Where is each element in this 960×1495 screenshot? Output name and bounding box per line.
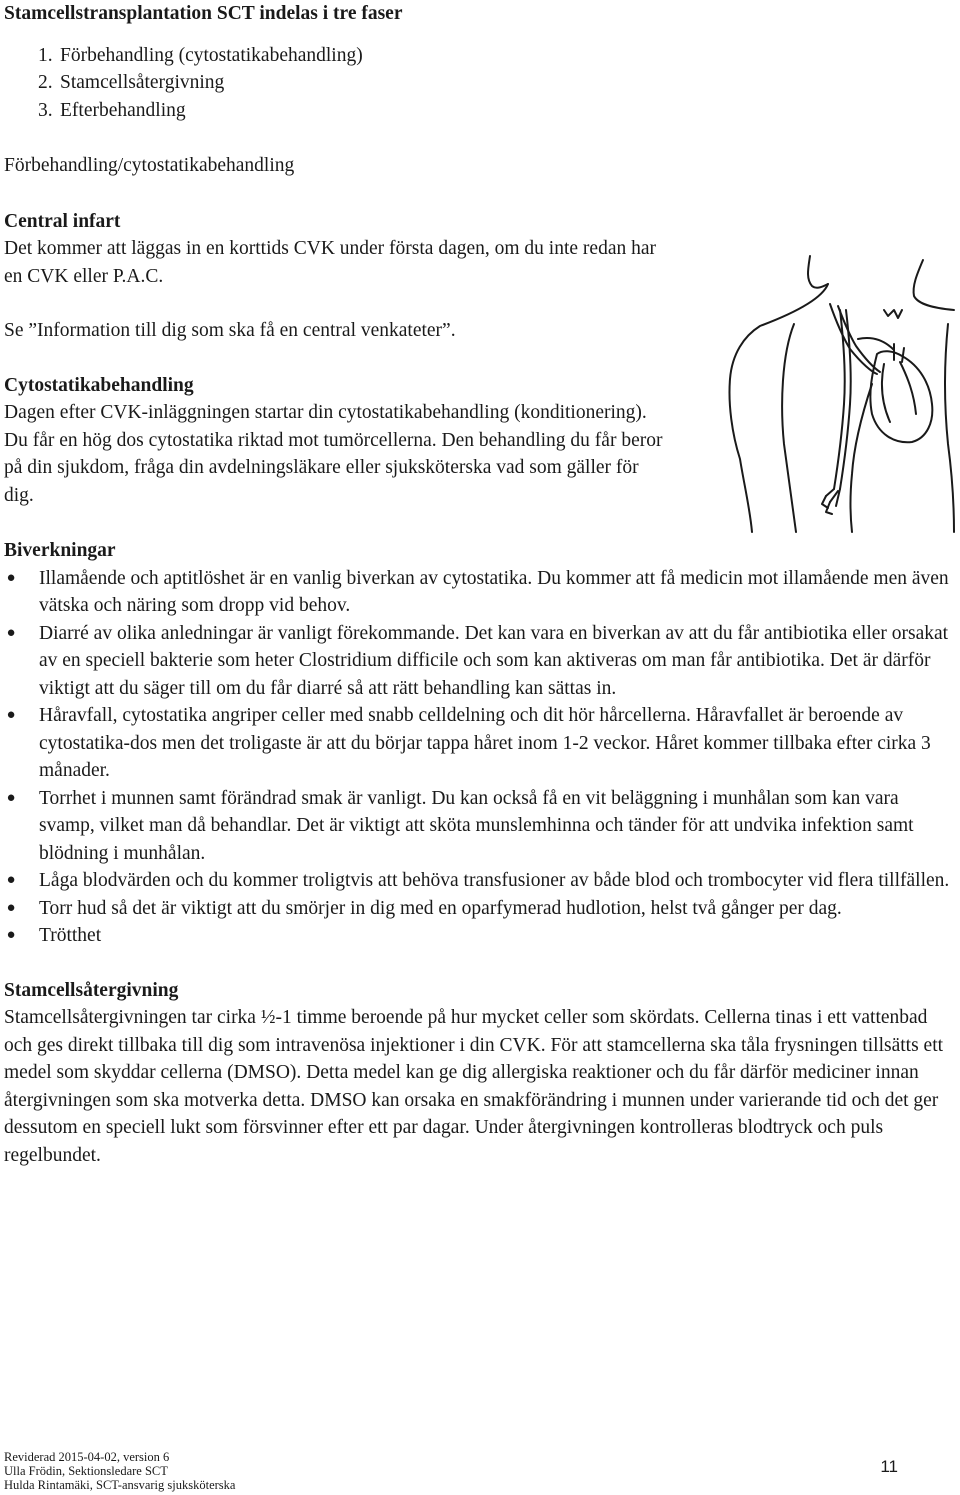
bullet-icon: ● bbox=[6, 569, 16, 586]
side-effect-text: Diarré av olika anledningar är vanligt förekommande. Det kan vara en biverkan av att du får antibiotika eller orsakat av en speciell bakterie som heter Clostridium difficile och som kan aktiveras om man får antibiotika. Det är därför viktigt att du säger till om du får diarré så att rätt behandling kan sättas in. bbox=[39, 622, 949, 699]
side-effect-text: Trötthet bbox=[39, 925, 102, 946]
side-effect-text: Håravfall, cytostatika angriper celler med snabb celldelning och dit hör hårcellerna. Håravfallet är beroende av cytostatika-dos men det troligaste är att du börjar tappa håret inom 1-2 veckor. Håret kommer tillbaka efter cirka 3 månader. bbox=[39, 705, 931, 781]
list-item bbox=[4, 867, 954, 895]
side-effect-text: Torrhet i munnen samt förändrad smak är vanligt. Du kan också få en vit beläggning i munhålan som kan vara svamp, vilket man då behandlar. Det är viktigt att sköta munslemhinna och tänder för att undvika infektion samt blödning i munhålan. bbox=[39, 787, 914, 864]
cytostatic-text: Dagen efter CVK-inläggningen startar din cytostatikabehandling (konditionering). Du får en hög dos cytostatika riktad mot tumörcellerna. Den behandling du får beror på din sjukdom, fråga din avdelningsläkare eller sjuksköterska vad som gäller för dig. bbox=[4, 402, 663, 506]
cytostatic-heading: Cytostatikabehandling bbox=[4, 374, 194, 396]
footer bbox=[4, 1450, 235, 1492]
phase-list bbox=[4, 42, 954, 125]
cvk-catheter-illustration bbox=[722, 244, 956, 534]
pretreatment-heading: Förbehandling/cytostatikabehandling bbox=[4, 155, 295, 176]
author-line: Hulda Rintamäki, SCT-ansvarig sjuksköterska bbox=[4, 1478, 236, 1492]
side-effect-text: Låga blodvärden och du kommer troligtvis att behöva transfusioner av både blod och trombocyter vid flera tillfällen. bbox=[39, 870, 950, 891]
bullet-icon: ● bbox=[6, 927, 16, 943]
list-item bbox=[4, 922, 954, 950]
list-item bbox=[4, 620, 954, 703]
list-item bbox=[4, 565, 954, 620]
phase-item bbox=[38, 42, 954, 70]
central-line-text: Det kommer att läggas in en korttids CVK under första dagen, om du inte redan har en CVK eller P.A.C. bbox=[4, 238, 656, 287]
document-page bbox=[4, 0, 954, 1169]
bullet-icon: ● bbox=[6, 899, 16, 916]
phase-number: 2. bbox=[38, 72, 53, 93]
bullet-icon: ● bbox=[6, 707, 16, 723]
list-item bbox=[4, 785, 954, 868]
bullet-icon: ● bbox=[6, 872, 16, 888]
bullet-icon: ● bbox=[6, 624, 16, 641]
phase-number: 1. bbox=[38, 44, 53, 66]
side-effects-heading: Biverkningar bbox=[4, 540, 116, 561]
side-effect-text: Illamående och aptitlöshet är en vanlig biverkan av cytostatika. Du kommer att få medicin mot illamående men även vätska och näring som dropp vid behov. bbox=[39, 567, 949, 616]
side-effects-list bbox=[4, 565, 954, 950]
phase-item bbox=[38, 69, 954, 97]
phase-label: Stamcellsåtergivning bbox=[60, 72, 225, 93]
phase-label: Efterbehandling bbox=[60, 99, 186, 121]
phase-item bbox=[38, 97, 954, 125]
bullet-icon: ● bbox=[6, 789, 16, 806]
phase-number: 3. bbox=[38, 99, 53, 121]
reinfusion-heading: Stamcellsåtergivning bbox=[4, 979, 179, 1001]
phase-label: Förbehandling (cytostatikabehandling) bbox=[60, 44, 363, 66]
central-line-heading: Central infart bbox=[4, 210, 121, 232]
page-title: Stamcellstransplantation SCT indelas i tre faser bbox=[4, 3, 403, 24]
page-number: 11 bbox=[880, 1457, 898, 1476]
central-line-info: Se ”Information till dig som ska få en central venkateter”. bbox=[4, 320, 456, 341]
reinfusion-text: Stamcellsåtergivningen tar cirka ½-1 timme beroende på hur mycket celler som skördats. Cellerna tinas i ett vattenbad och ges direkt tillbaka till dig som intravenösa injektioner i din CVK. För att stamcellerna ska tåla frysningen tillsätts ett medel som skyddar cellerna (DMSO). Detta medel kan ge dig allergiska reaktioner och du får därför mediciner innan återgivningen som ska motverka detta. DMSO kan orsaka en smakförändring i munnen under varierande tid och det ger dessutom en speciell lukt som försvinner efter ett par dagar. Under återgivningen kontrolleras blodtryck och puls regelbundet. bbox=[4, 1007, 944, 1166]
list-item bbox=[4, 895, 954, 923]
revision-note: Reviderad 2015-04-02, version 6 bbox=[4, 1450, 170, 1464]
author-line: Ulla Frödin, Sektionsledare SCT bbox=[4, 1464, 168, 1478]
side-effect-text: Torr hud så det är viktigt att du smörjer in dig med en oparfymerad hudlotion, helst två gånger per dag. bbox=[39, 897, 842, 919]
list-item bbox=[4, 702, 954, 785]
